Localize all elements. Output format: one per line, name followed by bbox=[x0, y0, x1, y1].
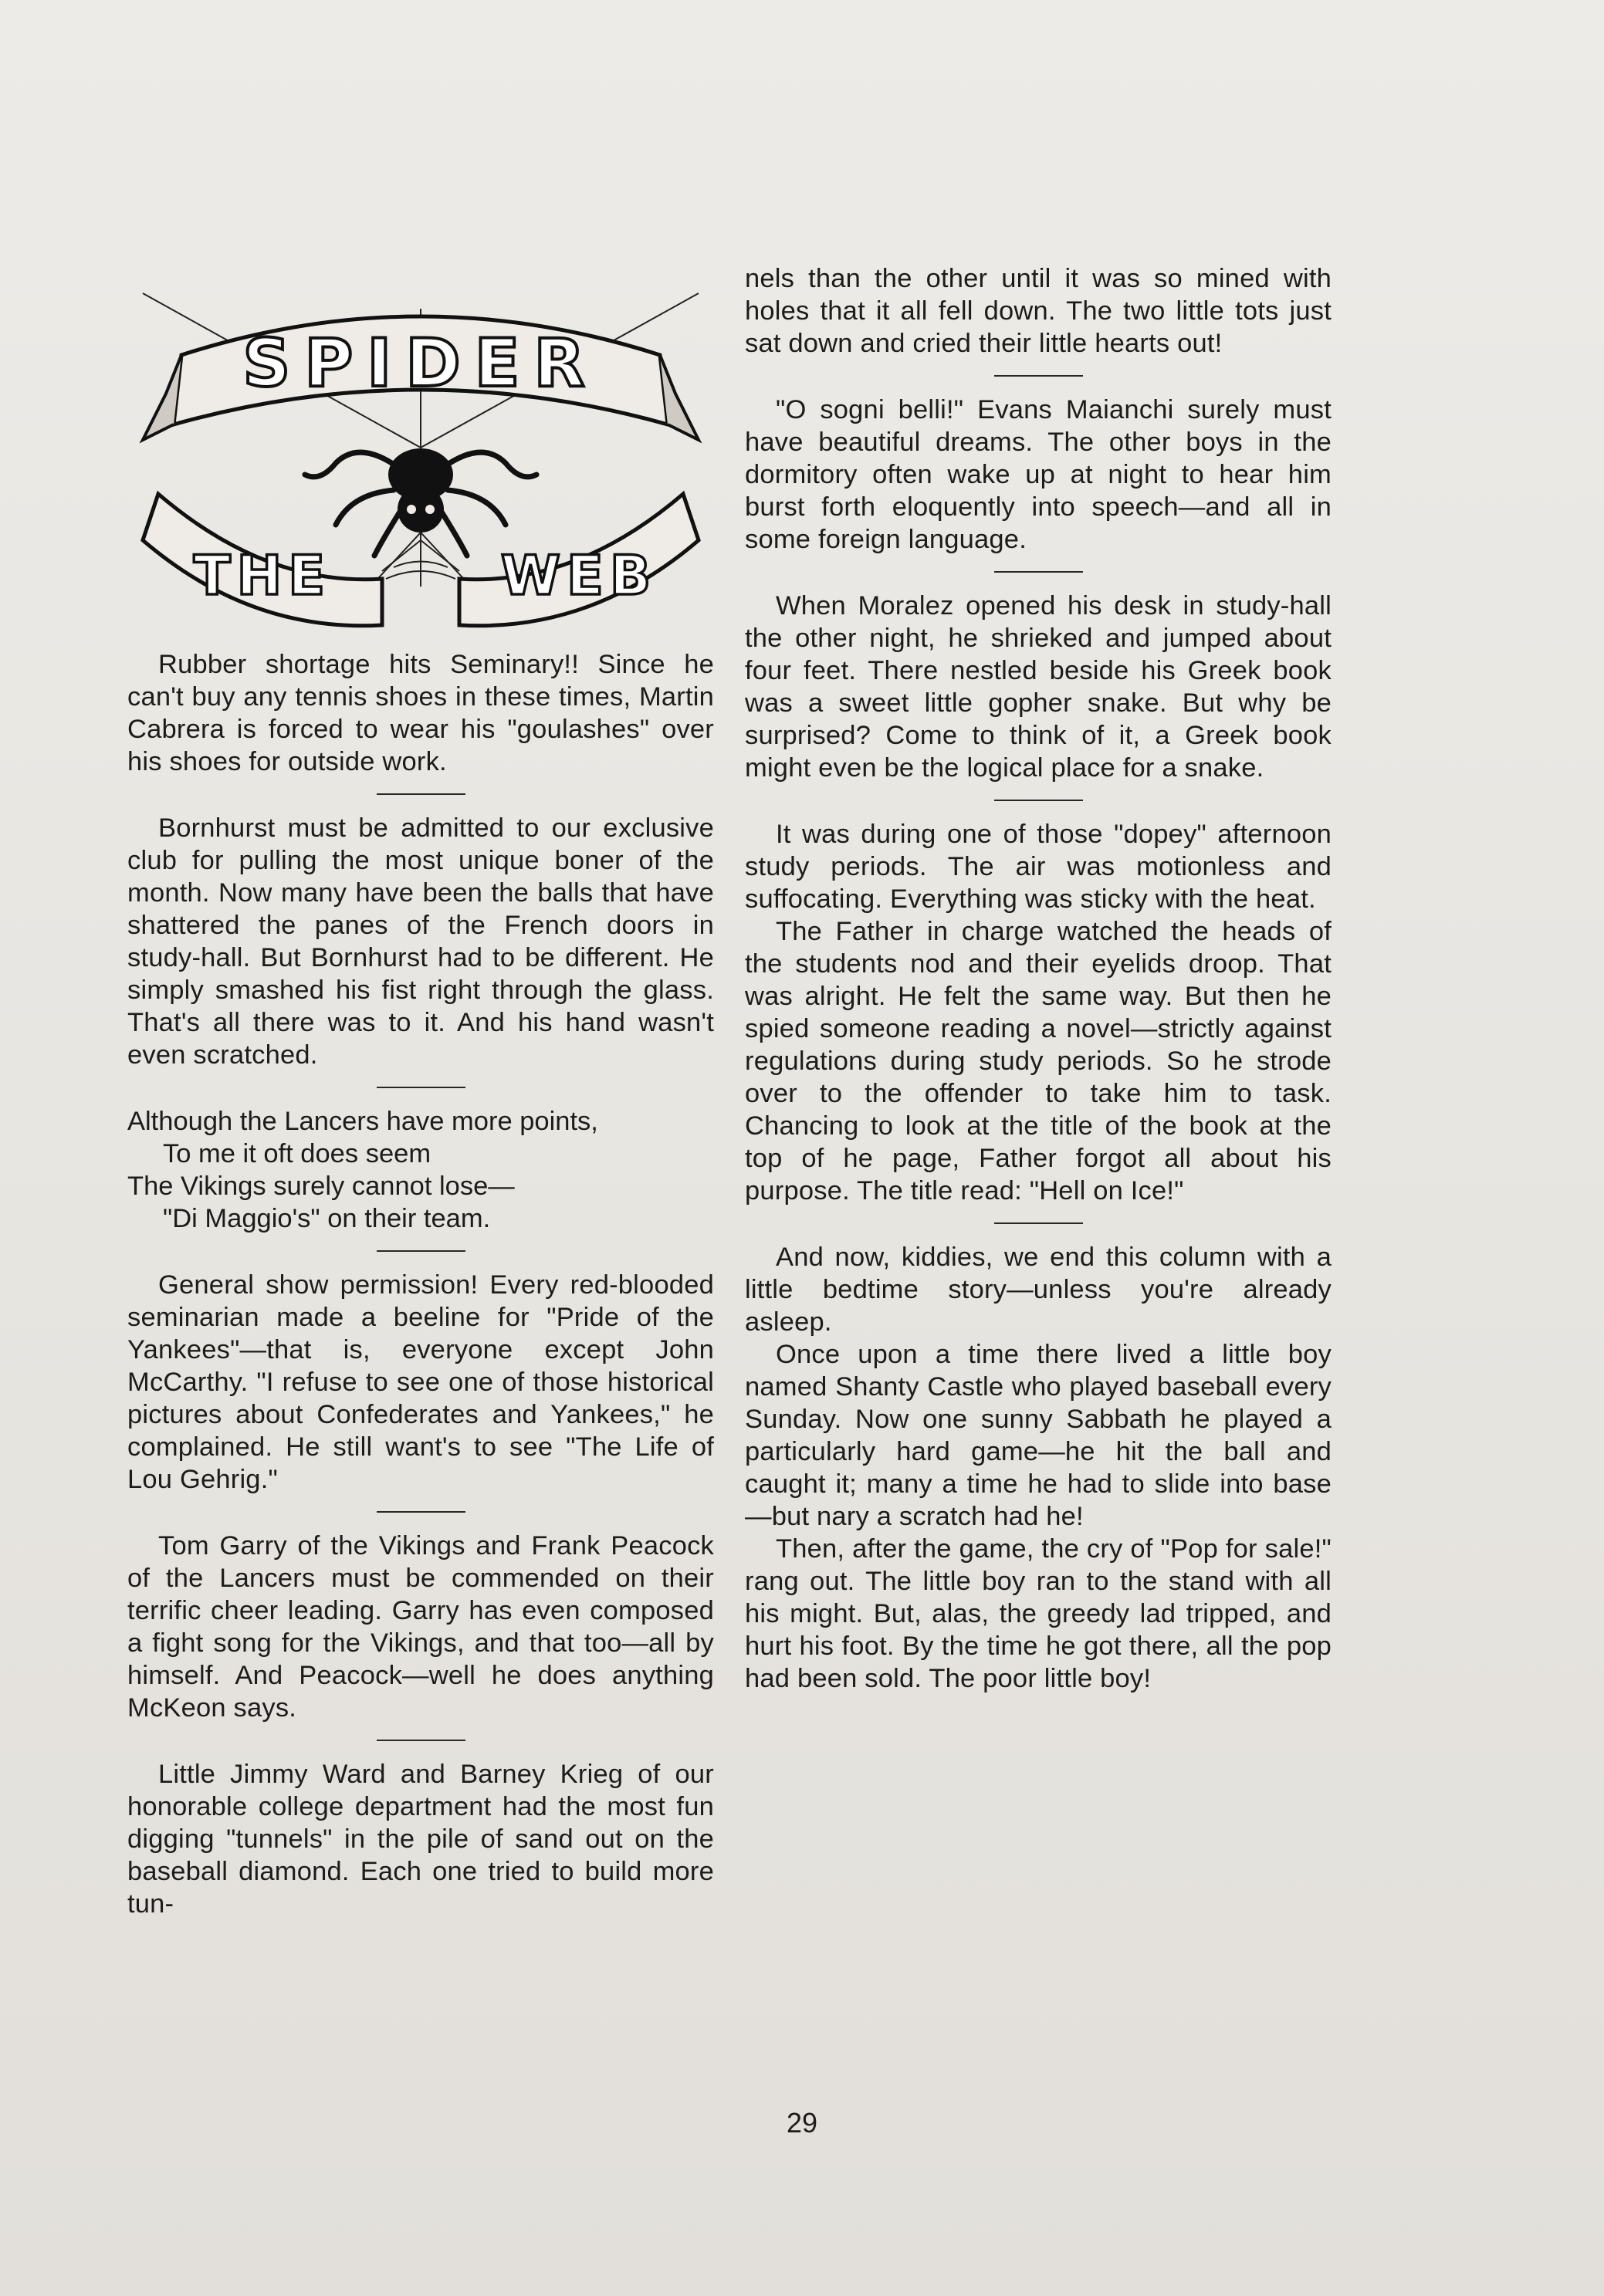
paragraph: Rubber shortage hits Seminary!! Since he can't buy any tennis shoes in these times, Martin Cabrera is forced to wear his "goulashes" over his shoes for outside work. bbox=[127, 650, 714, 776]
divider bbox=[994, 1222, 1083, 1224]
poem-line: "Di Maggio's" on their team. bbox=[163, 1204, 491, 1233]
paragraph: "O sogni belli!" Evans Maianchi surely must have beautiful dreams. The other boys in the dormitory often wake up at night to hear him burst forth eloquently into speech—and all in some foreign language. bbox=[745, 395, 1332, 554]
divider bbox=[994, 375, 1083, 377]
poem bbox=[127, 1105, 714, 1235]
paragraph: The Father in charge watched the heads of the students nod and their eyelids droop. That was alright. He felt the same way. But then he spied someone reading a novel—strictly against regulations during study periods. So he strode over to the offender to take him to task. Chancing to look at the title of the book at the top of he page, Father forgot all about his purpose. The title read: "Hell on Ice!" bbox=[745, 917, 1332, 1205]
masthead-bottom-right: WEB bbox=[500, 544, 658, 607]
masthead-bottom-left: THE bbox=[193, 544, 332, 607]
paragraph: Then, after the game, the cry of "Pop for sale!" rang out. The little boy ran to the stand with all his might. But, alas, the greedy lad tripped, and hurt his foot. By the time he got there, all the pop had been sold. The poor little boy! bbox=[745, 1534, 1332, 1693]
paragraph: Once upon a time there lived a little boy named Shanty Castle who played baseball every Sunday. Now one sunny Sabbath he played a particularly hard game—he hit the ball and caught it; many a time he had to slide into base—but nary a scratch had he! bbox=[745, 1340, 1332, 1531]
paragraph: It was during one of those "dopey" afternoon study periods. The air was motionless and suffocating. Everything was sticky with the heat. bbox=[745, 820, 1332, 914]
divider bbox=[377, 1250, 465, 1252]
paragraph: And now, kiddies, we end this column with a little bedtime story—unless you're already asleep. bbox=[745, 1243, 1332, 1337]
poem-line: To me it oft does seem bbox=[163, 1139, 431, 1168]
poem-line: Although the Lancers have more points, bbox=[127, 1107, 598, 1136]
divider bbox=[377, 1087, 465, 1088]
divider bbox=[994, 800, 1083, 801]
spider-web-masthead bbox=[127, 262, 714, 633]
paragraph: Little Jimmy Ward and Barney Krieg of our honorable college department had the most fun digging "tunnels" in the pile of sand out on the baseball diamond. Each one tried to build more tun- bbox=[127, 1760, 714, 1919]
spider-on-web-icon bbox=[127, 262, 714, 633]
right-column bbox=[745, 262, 1332, 1695]
divider bbox=[377, 1740, 465, 1741]
paragraph: When Moralez opened his desk in study-hall the other night, he shrieked and jumped about four feet. There nestled beside his Greek book was a sweet little gopher snake. But why be surprised? Come to think of it, a Greek book might even be the logical place for a snake. bbox=[745, 591, 1332, 783]
poem-line: The Vikings surely cannot lose— bbox=[127, 1172, 515, 1201]
masthead-top-word: SPIDER bbox=[242, 325, 599, 402]
paragraph: Tom Garry of the Vikings and Frank Peacock of the Lancers must be commended on their terrific cheer leading. Garry has even composed a fight song for the Vikings, and that too—all by himself. And Peacock—well he does anything McKeon says. bbox=[127, 1531, 714, 1723]
paragraph: Bornhurst must be admitted to our exclusive club for pulling the most unique boner of the month. Now many have been the balls that have shattered the panes of the French doors in study-hall. But Bornhurst had to be different. He simply smashed his fist right through the glass. That's all there was to it. And his hand wasn't even scratched. bbox=[127, 813, 714, 1070]
divider bbox=[377, 1511, 465, 1513]
page-number: 29 bbox=[786, 2107, 818, 2139]
divider bbox=[994, 571, 1083, 573]
paragraph: nels than the other until it was so mined with holes that it all fell down. The two little tots just sat down and cried their little hearts out! bbox=[745, 264, 1332, 358]
divider bbox=[377, 793, 465, 795]
left-column bbox=[127, 262, 714, 1920]
paragraph: General show permission! Every red-blooded seminarian made a beeline for "Pride of the Yankees"—that is, everyone except John McCarthy. "I refuse to see one of those historical pictures about Confederates and Yankees," he complained. He still want's to see "The Life of Lou Gehrig." bbox=[127, 1270, 714, 1494]
